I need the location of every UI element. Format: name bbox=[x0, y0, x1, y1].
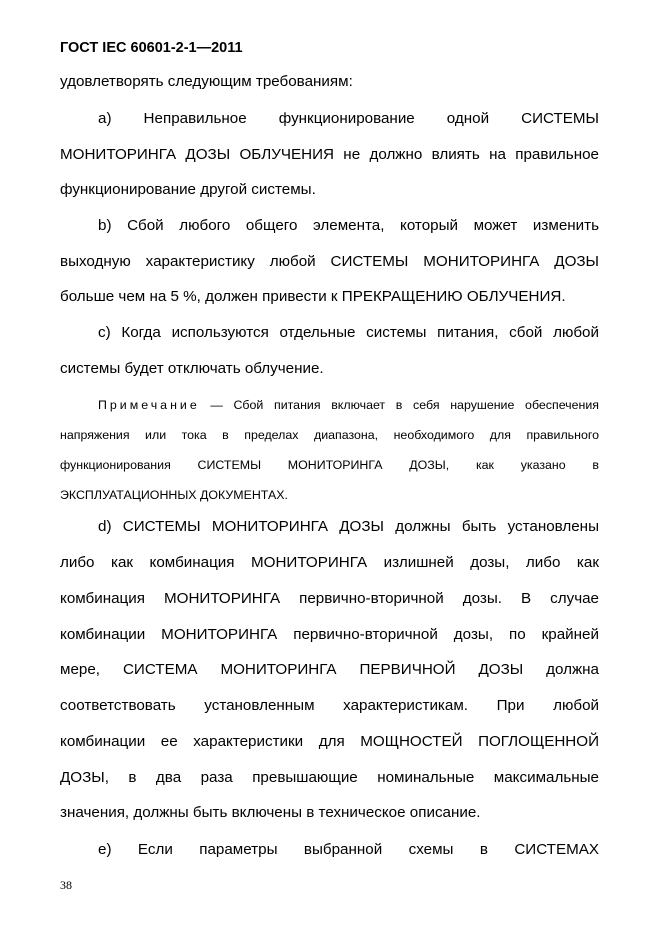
body-line: удовлетворять следующим требованиям: bbox=[60, 73, 353, 90]
item-d-line: комбинации ее характеристики для МОЩНОСТЕЙ ПОГЛОЩЕННОЙ bbox=[60, 733, 599, 750]
item-d-line: либо как комбинация МОНИТОРИНГА излишней дозы, либо как bbox=[60, 554, 599, 571]
item-b-line: b) Сбой любого общего элемента, который может изменить bbox=[98, 217, 599, 234]
item-d-line: значения, должны быть включены в техническое описание. bbox=[60, 804, 481, 821]
note-line bbox=[98, 395, 599, 415]
item-d-line: мере, СИСТЕМА МОНИТОРИНГА ПЕРВИЧНОЙ ДОЗЫ должна bbox=[60, 661, 599, 678]
item-b-line: больше чем на 5 %, должен привести к ПРЕКРАЩЕНИЮ ОБЛУЧЕНИЯ. bbox=[60, 288, 566, 305]
item-d-line: соответствовать установленным характеристикам. При любой bbox=[60, 697, 599, 714]
item-a-line: МОНИТОРИНГА ДОЗЫ ОБЛУЧЕНИЯ не должно влиять на правильное bbox=[60, 146, 599, 163]
item-d-line: d) СИСТЕМЫ МОНИТОРИНГА ДОЗЫ должны быть установлены bbox=[98, 518, 599, 535]
note-line: ЭКСПЛУАТАЦИОННЫХ ДОКУМЕНТАХ. bbox=[60, 488, 288, 502]
note-label: Примечание bbox=[98, 398, 200, 412]
item-a-line: функционирование другой системы. bbox=[60, 181, 316, 198]
document-header: ГОСТ IEC 60601-2-1—2011 bbox=[60, 40, 243, 56]
item-d-line: комбинация МОНИТОРИНГА первично-вторичной дозы. В случае bbox=[60, 590, 599, 607]
note-text: — Сбой питания включает в себя нарушение обеспечения bbox=[210, 398, 599, 412]
item-d-line: ДОЗЫ, в два раза превышающие номинальные максимальные bbox=[60, 769, 599, 786]
item-c-line: системы будет отключать облучение. bbox=[60, 360, 324, 377]
item-d-line: комбинации МОНИТОРИНГА первично-вторичной дозы, по крайней bbox=[60, 626, 599, 643]
note-line: функционирования СИСТЕМЫ МОНИТОРИНГА ДОЗЫ, как указано в bbox=[60, 458, 599, 472]
item-c-line: с) Когда используются отдельные системы питания, сбой любой bbox=[98, 324, 599, 341]
note-line: напряжения или тока в пределах диапазона, необходимого для правильного bbox=[60, 428, 599, 442]
item-e-line: е) Если параметры выбранной схемы в СИСТЕМАХ bbox=[98, 841, 599, 858]
item-b-line: выходную характеристику любой СИСТЕМЫ МОНИТОРИНГА ДОЗЫ bbox=[60, 253, 599, 270]
item-a-line: а) Неправильное функционирование одной СИСТЕМЫ bbox=[98, 110, 599, 127]
page-number: 38 bbox=[60, 878, 72, 892]
